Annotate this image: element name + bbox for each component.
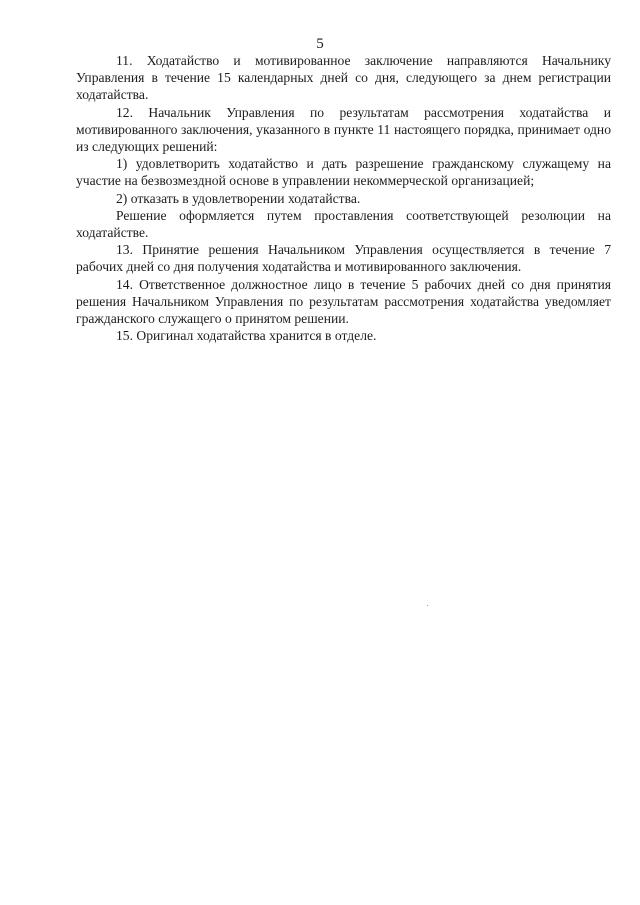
paragraph-item-14: 14. Ответственное должностное лицо в течение 5 рабочих дней со дня принятия решения Начальником Управления по результатам рассмотрения ходатайства уведомляет гражданского служащего о принятом решении. (76, 276, 611, 327)
paragraph-option-2: 2) отказать в удовлетворении ходатайства. (116, 190, 361, 206)
paragraph-item-13: 13. Принятие решения Начальником Управления осуществляется в течение 7 рабочих дней со дня получения ходатайства и мотивированного заключения. (76, 242, 611, 275)
paragraph-item-11: 11. Ходатайство и мотивированное заключение направляются Начальнику Управления в течение 15 календарных дней со дня, следующего за днем регистрации ходатайства. (76, 53, 611, 103)
document-body (76, 52, 611, 344)
paragraph-item-12: 12. Начальник Управления по результатам рассмотрения ходатайства и мотивированного заключения, указанного в пункте 11 настоящего порядка, принимает одно из следующих решений: (76, 104, 611, 155)
page-number: 5 (316, 36, 324, 52)
paragraph-decision-note: Решение оформляется путем проставления соответствующей резолюции на ходатайстве. (76, 207, 611, 241)
scan-speck (427, 605, 428, 606)
paragraph-option-1: 1) удовлетворить ходатайство и дать разрешение гражданскому служащему на участие на безвозмездной основе в управлении некоммерческой организацией; (76, 156, 611, 189)
paragraph-item-15: 15. Оригинал ходатайства хранится в отделе. (116, 328, 377, 344)
